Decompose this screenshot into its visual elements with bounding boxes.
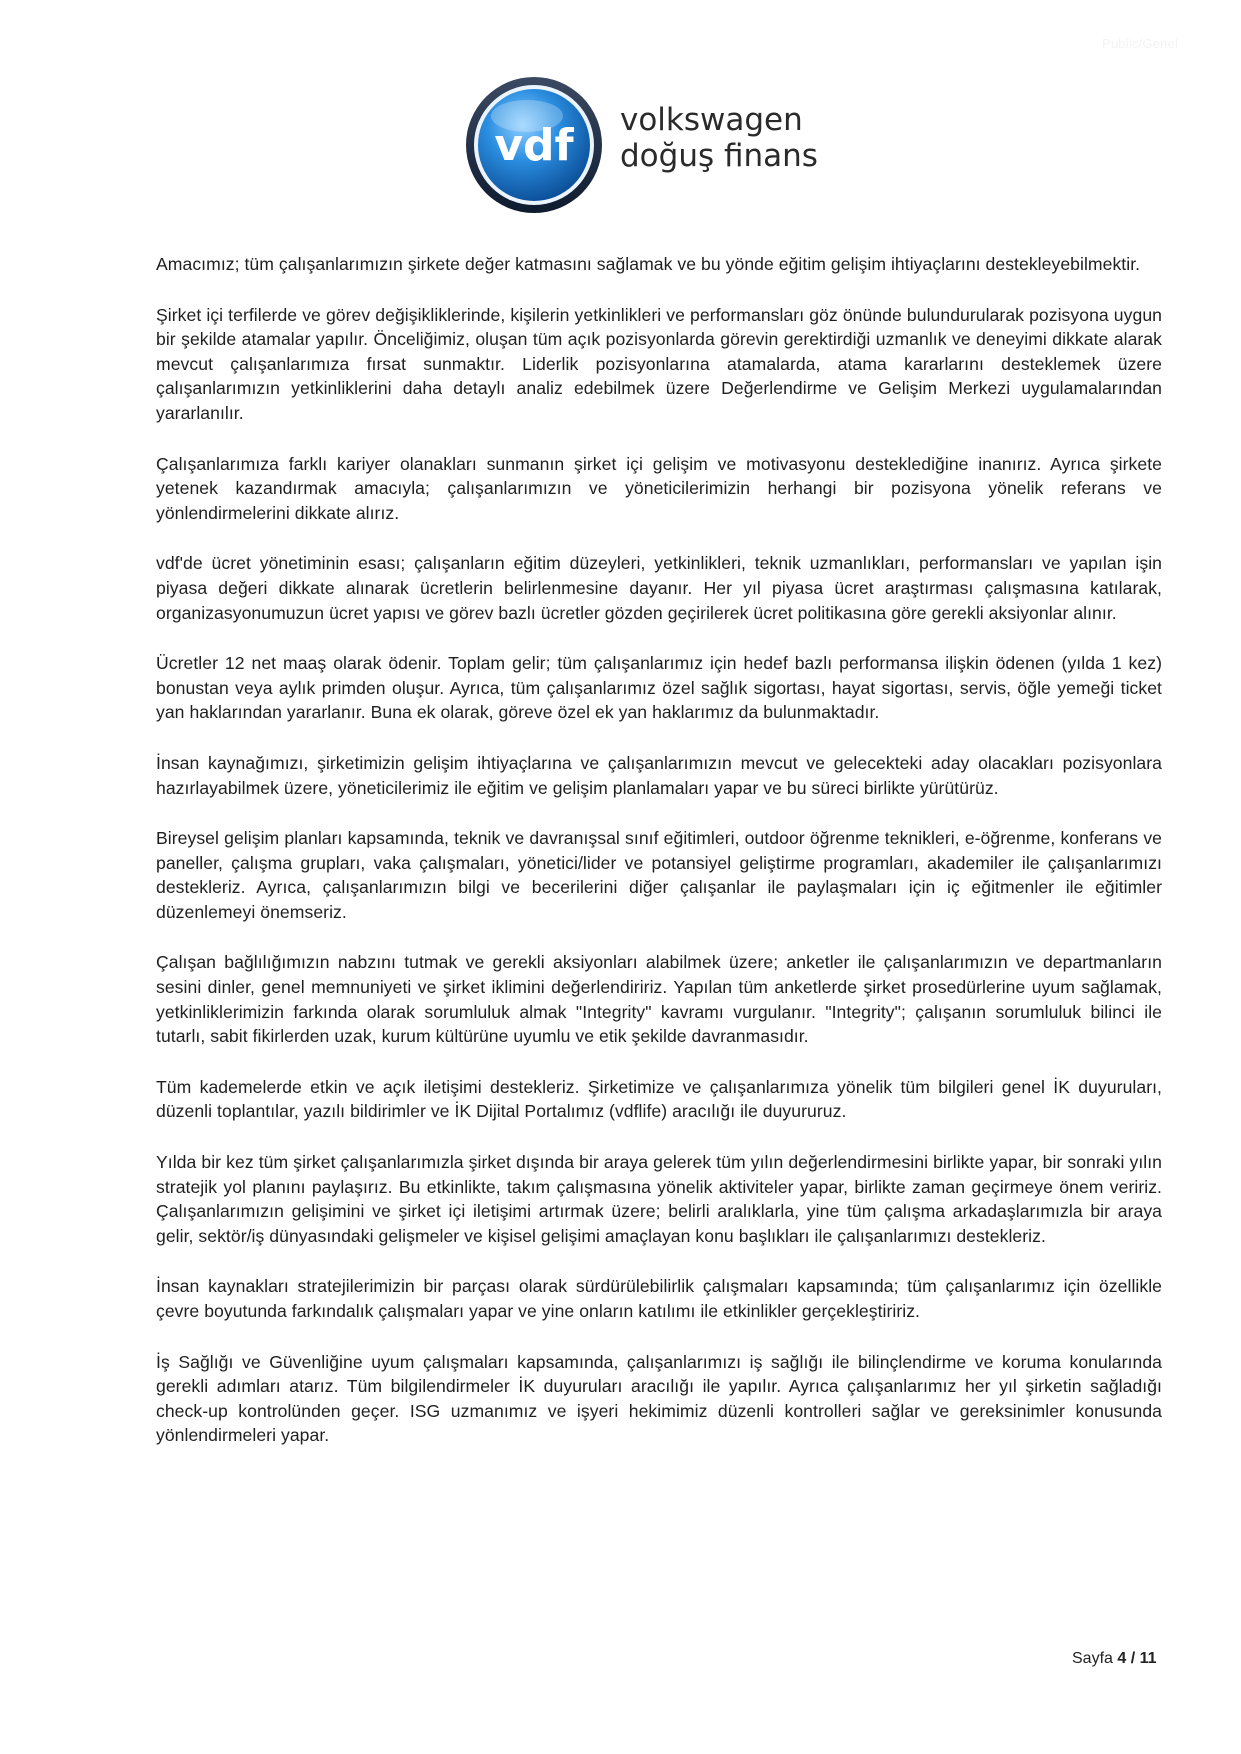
paragraph: Ücretler 12 net maaş olarak ödenir. Toplam gelir; tüm çalışanlarımız için hedef bazlı performansa ilişkin ödenen (yılda 1 kez) bonustan veya aylık primden oluşur. Ayrıca, tüm çalışanlarımız özel sağlık sigortası, hayat sigortası, servis, öğle yemeği ticket yan haklarından yararlanır. Buna ek olarak, göreve özel ek yan haklarımız da bulunmaktadır. xyxy=(156,653,1162,723)
vdf-logo-icon xyxy=(465,76,603,214)
paragraph: Çalışanlarımıza farklı kariyer olanakları sunmanın şirket içi gelişim ve motivasyonu desteklediğine inanırız. Ayrıca şirkete yetenek kazandırmak amacıyla; çalışanlarımızın ve yöneticilerimizin herhangi bir pozisyona yönelik referans ve yönlendirmelerini dikkate alırız. xyxy=(156,453,1162,523)
page-number xyxy=(1072,1650,1157,1668)
paragraph: İnsan kaynakları stratejilerimizin bir parçası olarak sürdürülebilirlik çalışmaları kapsamında; tüm çalışanlarımız için özellikle çevre boyutunda farkındalık çalışmaları yapar ve yine onların katılımı ile etkinlikler gerçekleştiririz. xyxy=(156,1276,1162,1321)
logo-line-1: volkswagen xyxy=(620,102,803,138)
paragraph: İnsan kaynağımızı, şirketimizin gelişim ihtiyaçlarına ve çalışanlarımızın mevcut ve gelecekteki aday olacakları pozisyonlara hazırlayabilmek üzere, yöneticilerimiz ile eğitim ve gelişim planlamaları yapar ve bu süreci birlikte yürütürüz. xyxy=(156,752,1162,798)
paragraph: Çalışan bağlılığımızın nabzını tutmak ve gerekli aksiyonları alabilmek üzere; anketler ile çalışanlarımızın ve departmanların sesini dinler, genel memnuniyeti ve şirket iklimini değerlendiririz. Yapılan tüm anketlerde şirket prosedürlerine uyum sağlamak, yetkinliklerimizin farkında olarak sorumluluk almak "Integrity" kavramı vurgulanır. "Integrity"; çalışanın sorumluluk bilinci ile tutarlı, sabit fikirlerden uzak, kurum kültürüne uyumlu ve etik şekilde davranmasıdır. xyxy=(156,952,1162,1047)
paragraph: Yılda bir kez tüm şirket çalışanlarımızla şirket dışında bir araya gelerek tüm yılın değerlendirmesini birlikte yapar, bir sonraki yılın stratejik yol planını paylaşırız. Bu etkinlikte, takım çalışmasına yönelik aktiviteler yapar, birlikte zaman geçirmeye önem veririz. Çalışanlarımızın gelişimini ve şirket içi iletişimi artırmak üzere; belirli aralıklarla, yine tüm çalışma arkadaşlarımızla bir araya gelir, sektör/iş dünyasındaki gelişmeler ve kişisel gelişimi amaçlayan konu başlıkları ile çalışanlarımızı destekleriz. xyxy=(156,1152,1162,1246)
logo-monogram: vdf xyxy=(494,120,574,171)
document-body xyxy=(156,252,1162,1474)
page-separator: / xyxy=(1130,1650,1136,1667)
current-page: 4 xyxy=(1117,1650,1127,1667)
page-label: Sayfa xyxy=(1072,1650,1113,1667)
paragraph: Şirket içi terfilerde ve görev değişikliklerinde, kişilerin yetkinlikleri ve performansları göz önünde bulundurularak pozisyona uygun bir şekilde atamalar yapılır. Önceliğimiz, oluşan tüm açık pozisyonlarda görevin gerektirdiği uzmanlık ve deneyimi dikkate alarak mevcut çalışanlarımıza fırsat sunmaktır. Liderlik pozisyonlarına atamalarda, atama kararlarını desteklemek üzere çalışanlarımızın yetkinliklerini daha detaylı analiz edebilmek üzere Değerlendirme ve Gelişim Merkezi uygulamalarından yararlanılır. xyxy=(156,304,1162,423)
paragraph: Amacımız; tüm çalışanlarımızın şirkete değer katmasını sağlamak ve bu yönde eğitim gelişim ihtiyaçlarını destekleyebilmektir. xyxy=(156,254,1141,274)
paragraph: Bireysel gelişim planları kapsamında, teknik ve davranışsal sınıf eğitimleri, outdoor öğrenme teknikleri, e-öğrenme, konferans ve paneller, çalışma grupları, vaka çalışmaları, yönetici/lider ve potansiyel geliştirme programları, akademiler ile çalışanlarımızı destekleriz. Ayrıca, çalışanlarımızın bilgi ve becerilerini diğer çalışanlar ile paylaşmaları için iç eğitmenler ile eğitimler düzenlemeyi önemseriz. xyxy=(156,828,1162,922)
logo-wordmark xyxy=(620,102,818,174)
classification-watermark: Public/Genel xyxy=(1102,36,1179,51)
page-header xyxy=(0,72,1241,217)
paragraph: vdf'de ücret yönetiminin esası; çalışanların eğitim düzeyleri, yetkinlikleri, teknik uzmanlıkları, performansları ve yapılan işin piyasa değeri dikkate alınarak ücretlerin belirlenmesine dayanır. Her yıl piyasa ücret araştırması çalışmasına katılarak, organizasyonumuzun ücret yapısı ve görev bazlı ücretler gözden geçirilerek ücret politikasına göre gerekli aksiyonlar alınır. xyxy=(156,553,1162,623)
paragraph: İş Sağlığı ve Güvenliğine uyum çalışmaları kapsamında, çalışanlarımızı iş sağlığı ile bilinçlendirme ve koruma konularında gerekli adımları atarız. Tüm bilgilendirmeler İK duyuruları aracılığı ile yapılır. Ayrıca çalışanlarımız her yıl şirketin sağladığı check-up kontrolünden geçer. ISG uzmanımız ve işyeri hekimimiz düzenli kontrolleri sağlar ve gereksinimler konusunda yönlendirmeleri yapar. xyxy=(156,1351,1162,1446)
logo-line-2: doğuş finans xyxy=(620,138,818,174)
paragraph: Tüm kademelerde etkin ve açık iletişimi destekleriz. Şirketimize ve çalışanlarımıza yönelik tüm bilgileri genel İK duyuruları, düzenli toplantılar, yazılı bildirimler ve İK Dijital Portalımız (vdflife) aracılığı ile duyururuz. xyxy=(156,1076,1162,1122)
total-pages: 11 xyxy=(1139,1650,1157,1667)
